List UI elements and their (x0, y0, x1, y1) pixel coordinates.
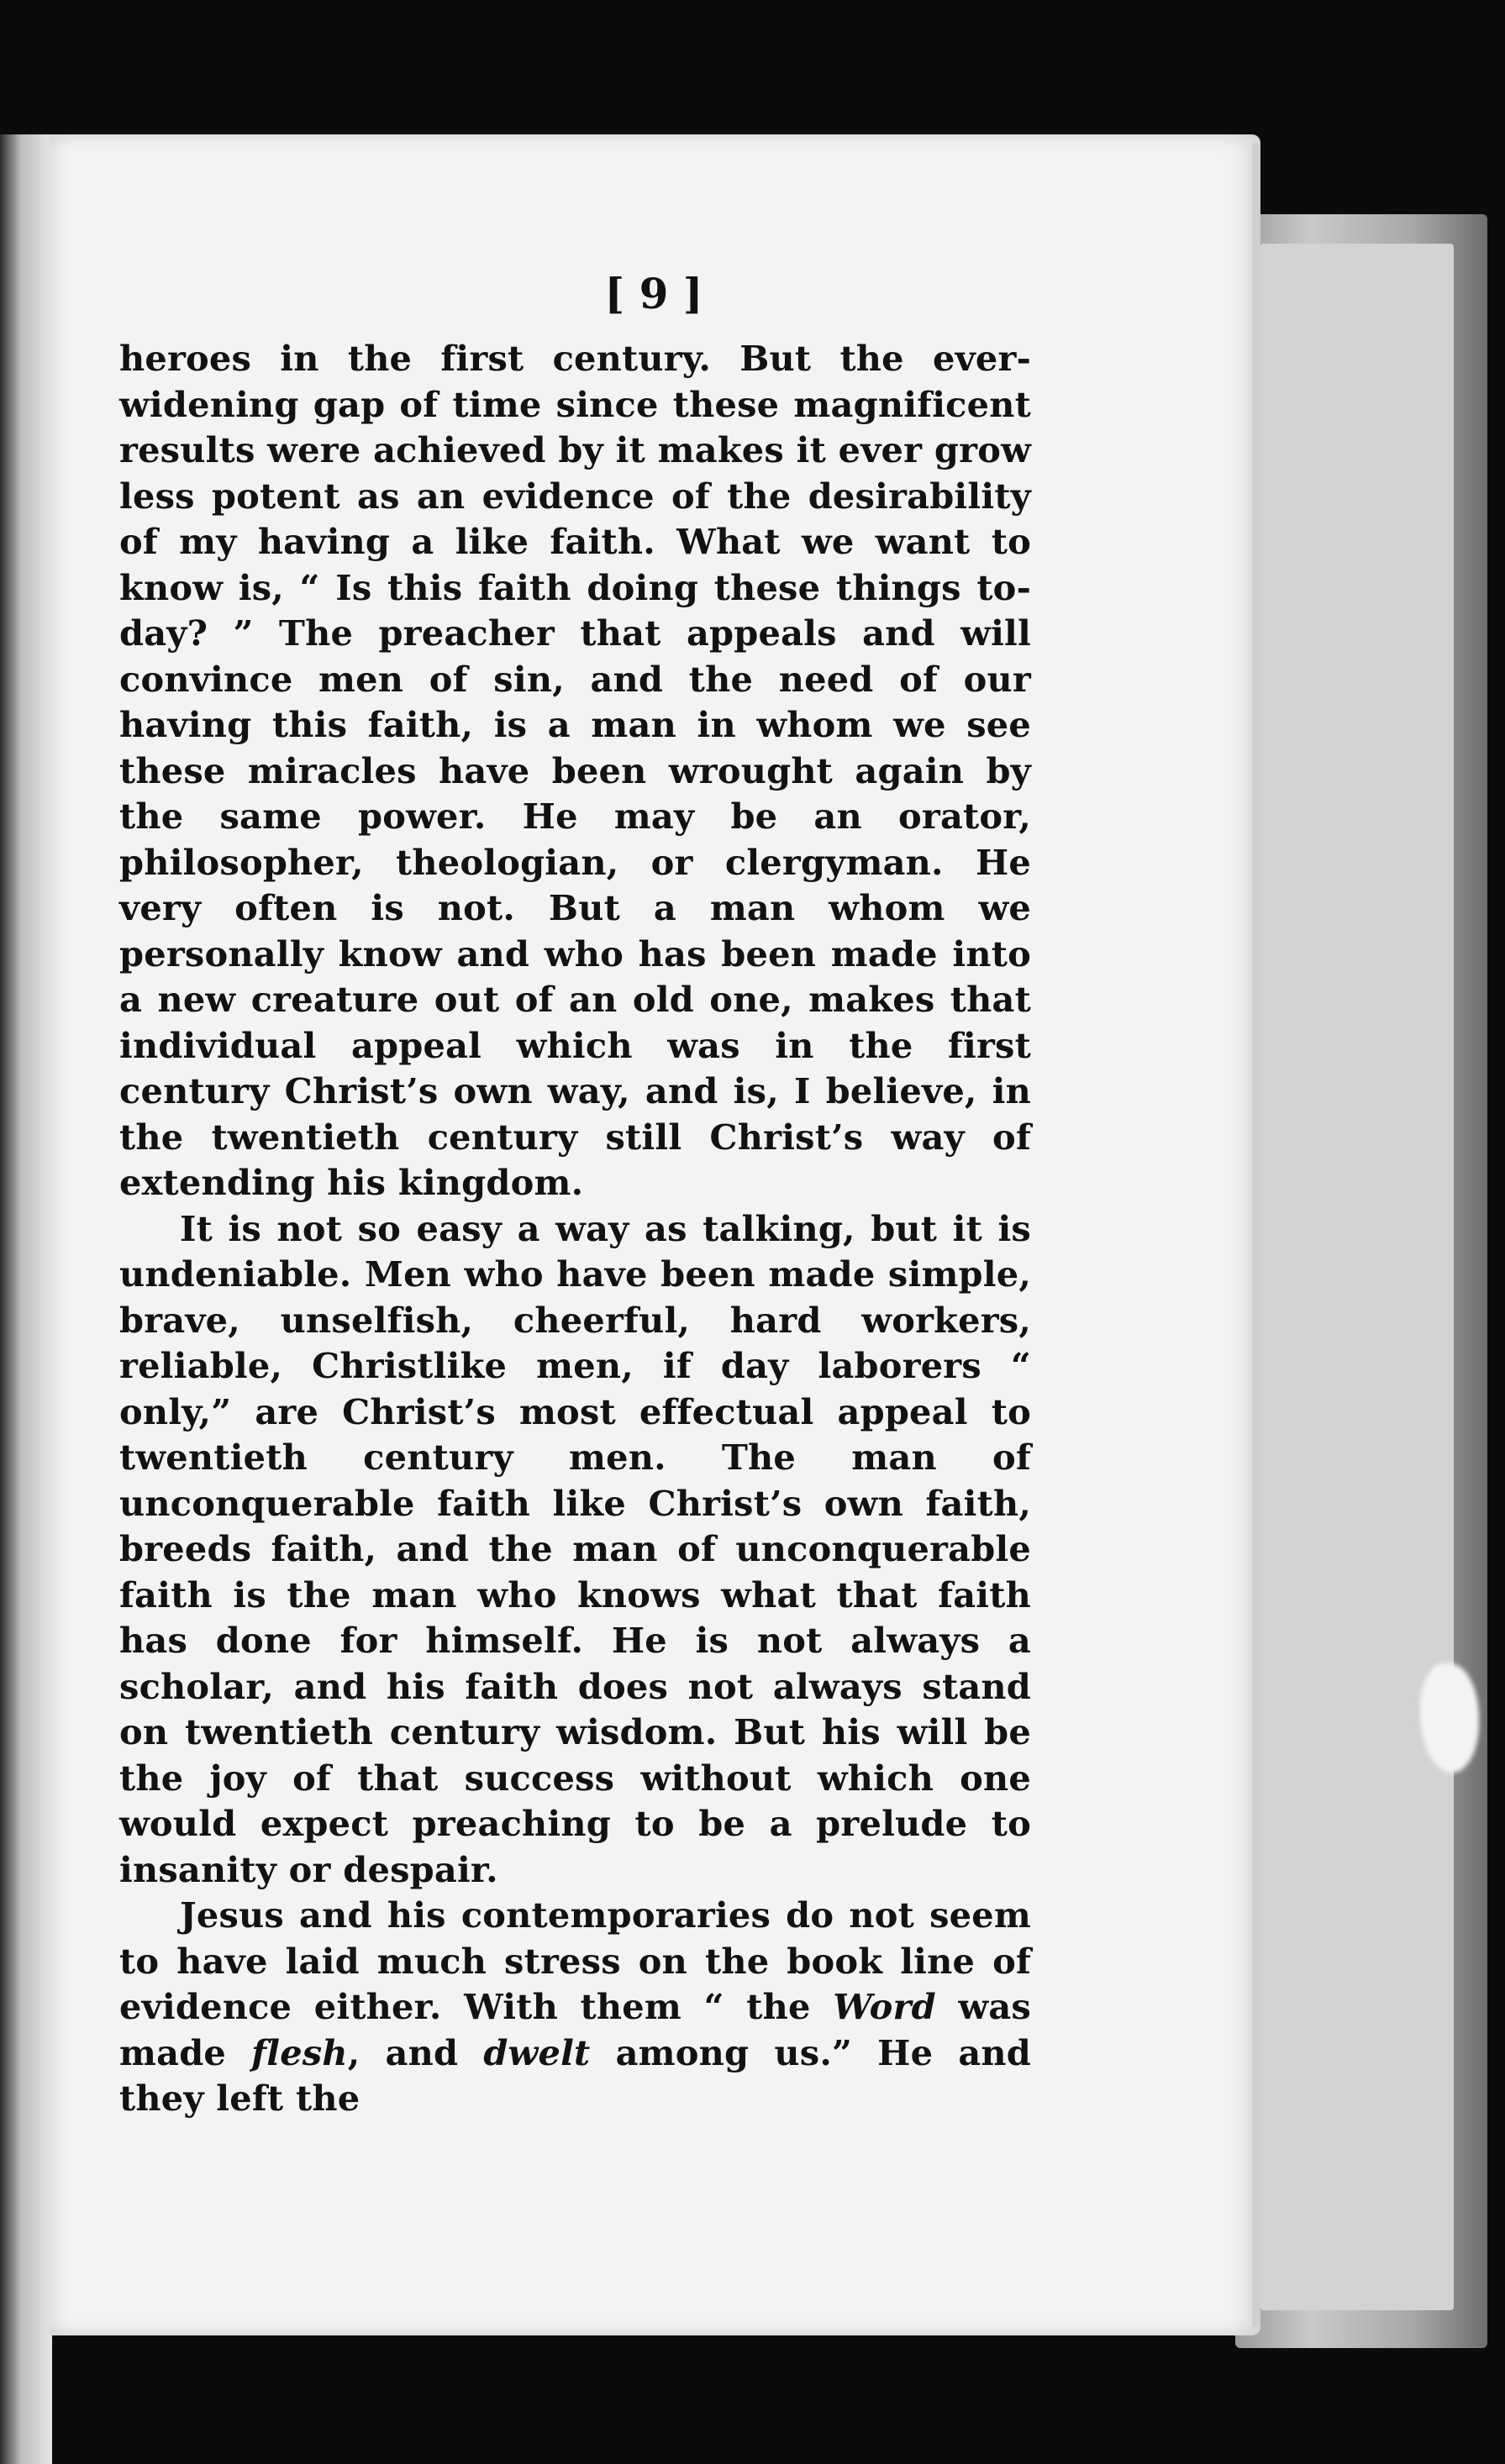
paragraph-3-text-d: among us.” He and they left the (119, 2031, 1032, 2119)
paragraph-3-text-a: Jesus and his contemporaries do not seem to have laid much stress on the book line of evidence either. With them “ the (119, 1894, 1031, 2027)
paragraph-2-text: It is not so easy a way as talking, but it is undeniable. Men who have been made simple, brave, unselfish, cheerful, hard workers, reliable, Christlike men, if day laborers “ only,” are Christ’s most effectual appeal to twentieth century men. The man of unconquerable faith like Christ’s own faith, breeds faith, and the man of unconquerable faith is the man who knows what that faith has done for himself. He is not always a scholar, and his faith does not always stand on twentieth century wisdom. But his will be the joy of that success without which one would expect preaching to be a prelude to insanity or despair. (119, 1207, 1031, 1890)
paragraph-3-text-c: , and (347, 2031, 484, 2073)
italic-word: Word (833, 1986, 936, 2027)
paragraph-2 (119, 1206, 1031, 1894)
book-gutter (0, 134, 52, 2464)
italic-flesh: flesh (251, 2031, 348, 2073)
page-edge (1252, 143, 1260, 2327)
body-text (119, 336, 1031, 2122)
back-cover-inner (1260, 244, 1454, 2310)
italic-dwelt: dwelt (483, 2031, 591, 2073)
paragraph-1 (119, 336, 1031, 1206)
page-number: [ 9 ] (604, 269, 703, 318)
paragraph-3 (119, 1893, 1031, 2122)
paragraph-1-text: heroes in the first century. But the ever-widening gap of time since these magnificent results were achieved by it makes it ever grow less potent as an evidence of the desirability of my having a like faith. What we want to know is, “ Is this faith doing these things to-day? ” The preacher that appeals and will convince men of sin, and the need of our having this faith, is a man in whom we see these miracles have been wrought again by the same power. He may be an orator, philosopher, theologian, or clergyman. He very often is not. But a man whom we personally know and who has been made into a new creature out of an old one, makes that individual appeal which was in the first century Christ’s own way, and is, I believe, in the twentieth century still Christ’s way of extending his kingdom. (119, 338, 1031, 1203)
paragraph-3-text-b: was made (119, 1986, 1031, 2073)
